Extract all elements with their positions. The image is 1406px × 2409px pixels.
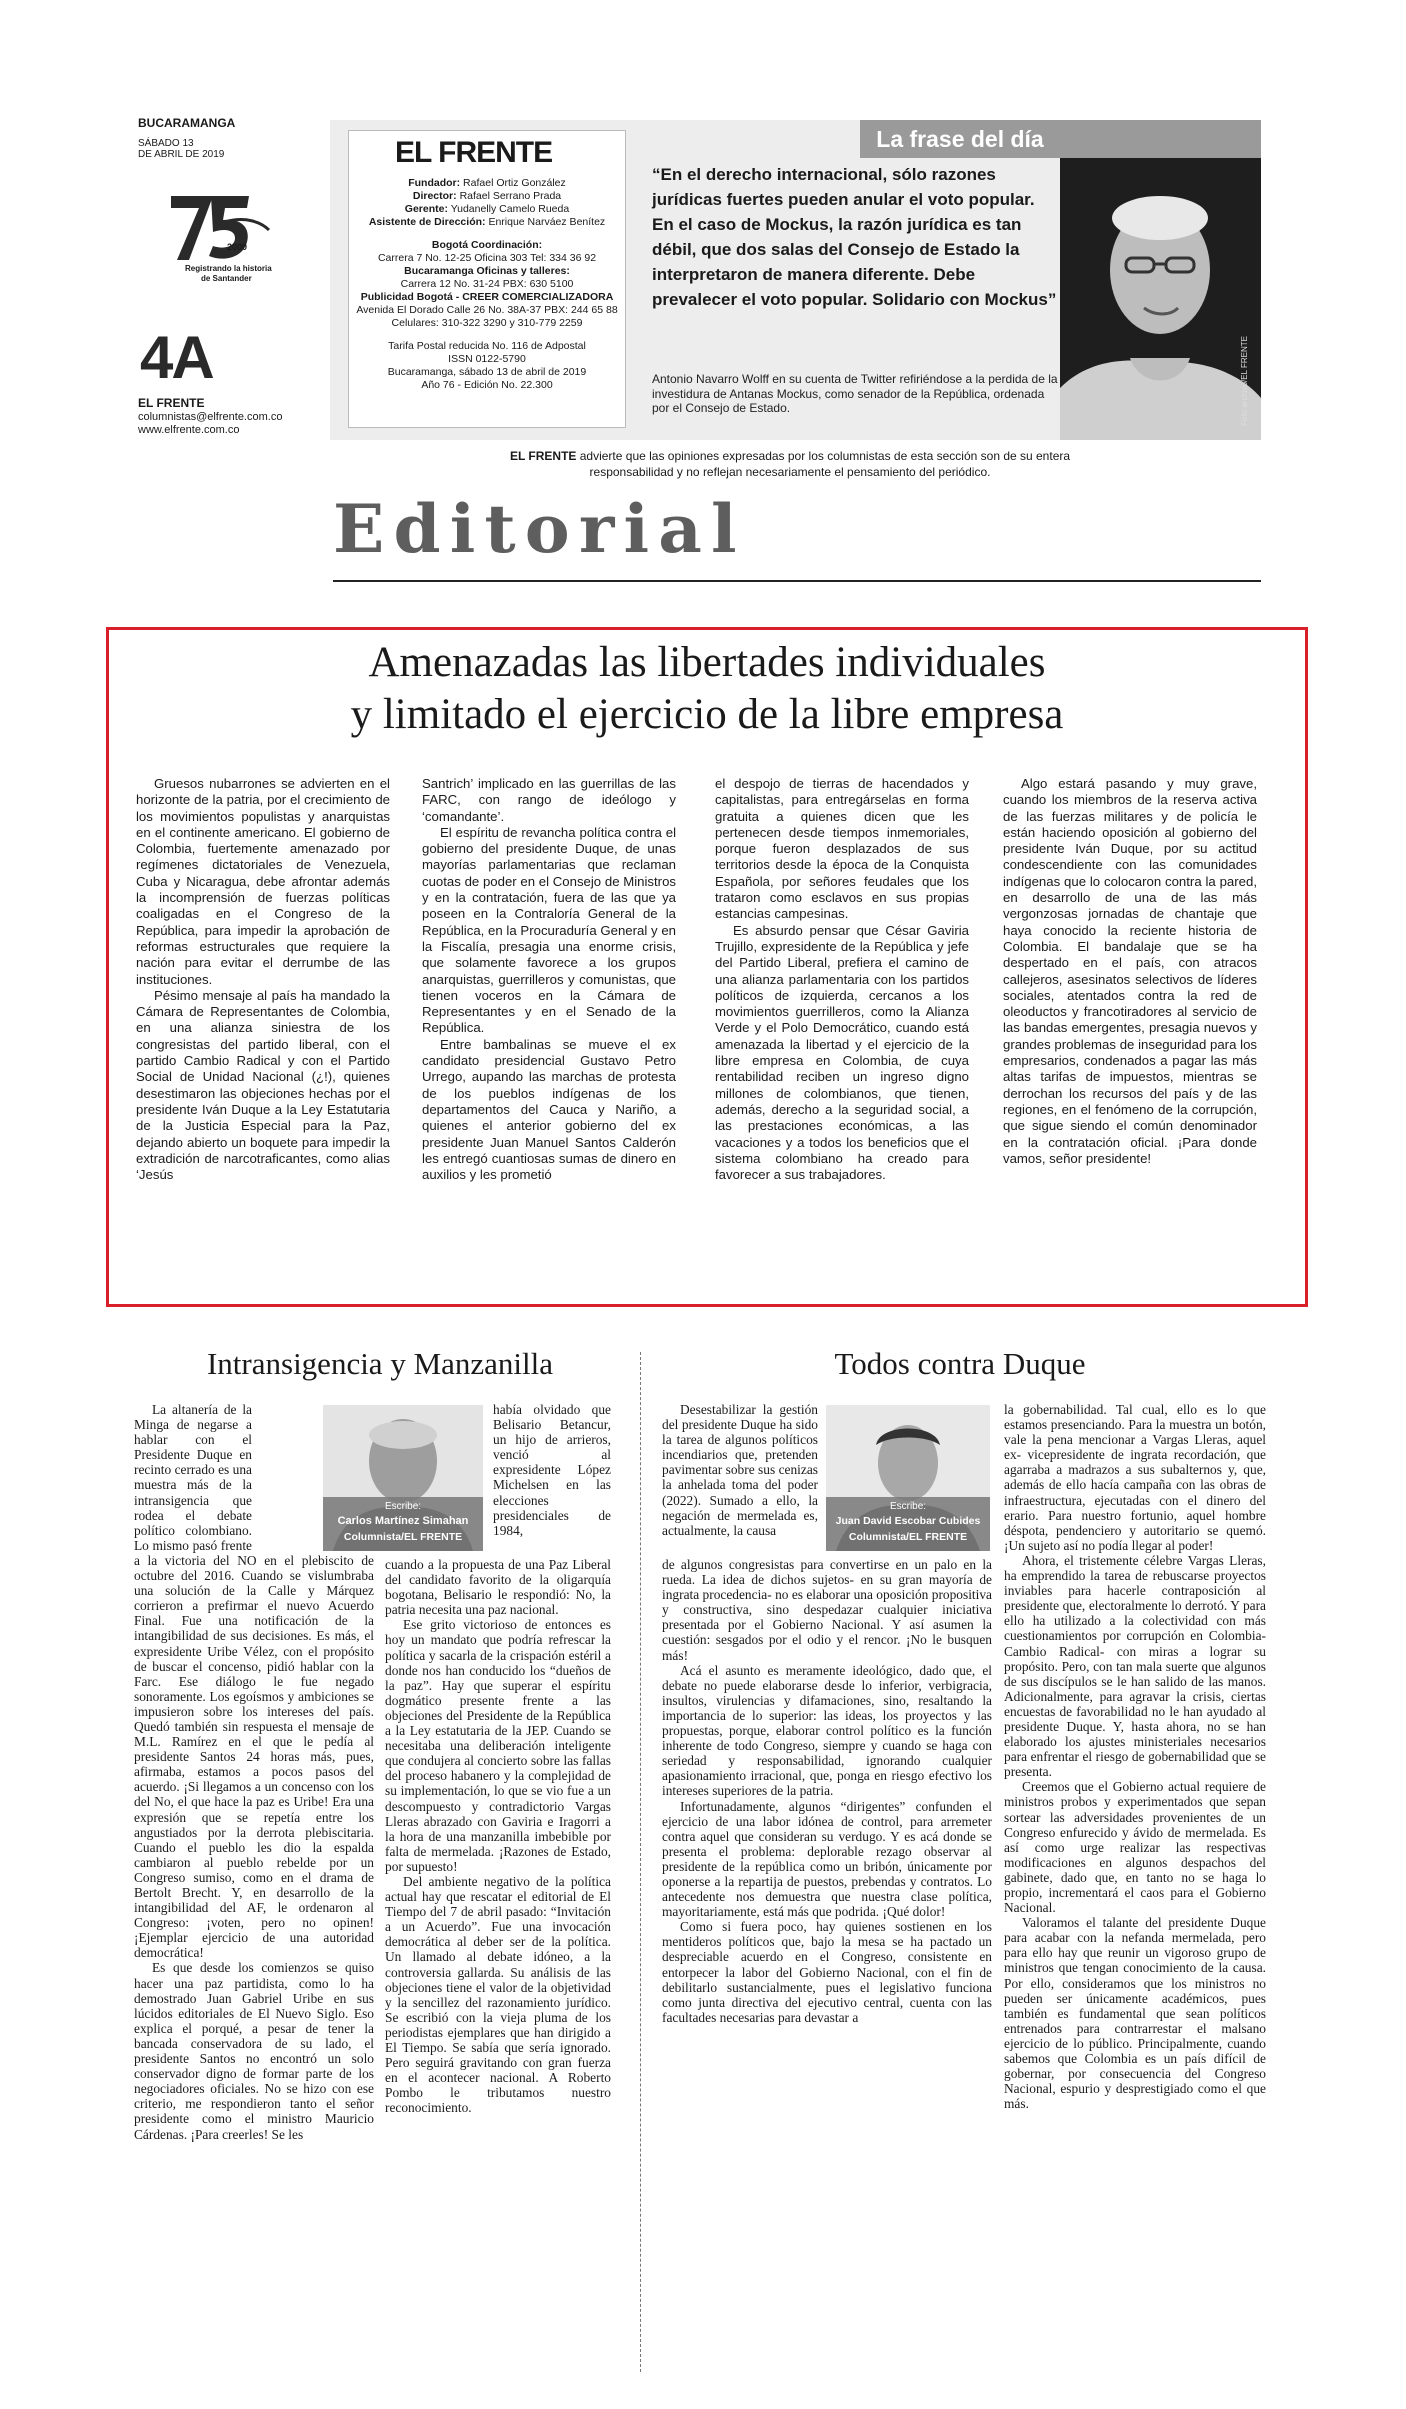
staff-director: Director: Rafael Serrano Prada <box>412 190 562 202</box>
staff-box <box>348 130 626 428</box>
editorial-paragraph: El espíritu de revancha política contra el gobierno del presidente Duque, de unas mayorías parlamentarias que reclaman cuotas de poder en el Consejo de Ministros y en la contratación, fuera de las que ya poseen en la Contraloría General de la República, en la Procuraduría General y en la Fiscalía, presagia una enorme crisis, que solamente favorece a los grupos anarquistas, guerrilleros y comunistas, que tienen voceros en la Cámara de Representantes y en el Senado de la República. <box>422 824 676 1036</box>
editorial-paragraph: Gruesos nubarrones se advierten en el horizonte de la patria, por el crecimiento de los movimientos populistas y anarquistas en el continente americano. El gobierno de Colombia, fuertemente amenazado por regímenes dictatoriales de Venezuela, Cuba y Nicaragua, debe afrontar además la incomprensión de fuerzas políticas coaligadas en el Congreso de la República, para impedir la aprobación de reformas estructurales que requiere la nación para evitar el derrumbe de las instituciones. <box>136 776 390 987</box>
opinion-paragraph: Infortunadamente, algunos “dirigentes” confunden el ejercicio de una labor idónea de control, para arremeter contra aquel que consideran su verdugo. Y es acá donde se presenta el problema: deplorable rezago observar al presidente de la república como un bribón, únicamente por oponerse a la repartija de puestos, prebendas y contratos. Lo antecedente nos demuestra que nuestra clase política, mayoritariamente, está más que podrida. ¡Qué dolor! <box>662 1798 992 1920</box>
postal-rate: Tarifa Postal reducida No. 116 de Adpostal <box>388 340 586 352</box>
city-label: BUCARAMANGA <box>138 116 236 130</box>
opinion-paragraph: había olvidado que Belisario Betancur, un hijo de arrieros, venció al expresidente López Michelsen en las elecciones presidenciales de 1984, <box>493 1402 611 1538</box>
anniversary-logo <box>165 186 275 296</box>
logo-75-icon <box>165 186 275 266</box>
opinion-paragraph: de algunos congresistas para convertirse en un palo en la rueda. La idea de dichos sujetos- en su gran mayoría de ingrata procedencia- no es elaborar una oposición propositiva y constructiva, sino despedazar cualquier iniciativa presentada por el Gobierno Nacional. Y así asumen la cuestión: sesgados por el odio y el rencor. ¡No le busquen más! <box>662 1557 992 1663</box>
right-byline-role: Columnista/EL FRENTE <box>848 1531 968 1543</box>
ads-title: Publicidad Bogotá - CREER COMERCIALIZADORA <box>360 291 614 303</box>
staff-manager: Gerente: Yudanelly Camelo Rueda <box>404 203 570 215</box>
disclaimer-text: advierte que las opiniones expresadas por los columnistas de esta sección son de su entera responsabilidad y no reflejan necesariamente el pensamiento del periódico. <box>576 449 1071 479</box>
offices-address: Carrera 12 No. 31-24 PBX: 630 5100 <box>400 278 574 290</box>
editorial-col-4 <box>1003 776 1257 1167</box>
right-col-1 <box>662 1557 992 2025</box>
opinion-paragraph: Creemos que el Gobierno actual requiere de ministros probos y experimentados que sepan sortear las adversidades provenientes de un Congreso enfurecido y ávido de mermelada. Es así como urge realizar las respectivas modificaciones en algunos despachos del gabinete, dado que, en tanto no se haga lo propio, incrementará el caos para el Gobierno Nacional. <box>1004 1779 1266 1916</box>
staff-title: EL FRENTE <box>395 136 553 169</box>
quote-attribution: Antonio Navarro Wolff en su cuenta de Twitter refiriéndose a la perdida de la investidura de Antanas Mockus, como senador de la República, ordenada por el Consejo de Estado. <box>652 372 1058 415</box>
section-title: Editorial <box>333 490 746 568</box>
left-float-spacer <box>252 1402 374 1550</box>
masthead-website: www.elfrente.com.co <box>138 424 240 436</box>
opinion-paragraph: Como si fuera poco, hay quienes sostienen en los mentideros políticos que, bajo la mesa se ha pactado un despreciable acuerdo en el Congreso, consistente en entorpecer la labor del Gobierno Nacional, con el fin de debilitarlo sustancialmente, pues el legislativo funciona como junta directiva del ejecutivo central, cuenta con las facultades necesarias para devastar a <box>662 1919 992 2025</box>
issn: ISSN 0122-5790 <box>448 353 526 365</box>
left-col-2 <box>385 1557 611 2115</box>
opinion-paragraph: la gobernabilidad. Tal cual, ello es lo que estamos presenciando. Para la muestra un botón, vale la pena mencionar a Vargas Lleras, aquel ex- vicepresidente de ingrata recordación, que agarraba a madrazos a sus subalternos y, que, además de ello hacía campaña con las obras de infraestructura, ejecutadas con el dinero del erario. Para nuestro fortunio, aquel hombre déspota, pendenciero y autoritario se quemó. ¡Un sujeto así no podía llegar al poder! <box>1004 1402 1266 1553</box>
right-column-title: Todos contra Duque <box>834 1346 1086 1381</box>
editorial-col-1 <box>136 776 390 1183</box>
editorial-paragraph: Pésimo mensaje al país ha mandado la Cámara de Representantes de Colombia, en una alianza siniestra de los congresistas del partido liberal, con el partido Cambio Radical y con el Partido Social de Unidad Nacional (¿!), quienes desestimaron las objeciones hechas por el presidente Iván Duque a la Ley Estatutaria de la Justicia Especial para la Paz, dejando abierto un boquete para impedir la extradición de narcotraficantes, como alias ‘Jesús <box>136 987 390 1183</box>
offices-title: Bucaramanga Oficinas y talleres: <box>404 265 570 277</box>
opinion-paragraph: Acá el asunto es meramente ideológico, dado que, el debate no puede elaborarse desde lo inferior, verbigracia, insultos, virulencias y difamaciones, sino, resaltando la importancia de lo superior: las ideas, los proyectos y las propuestas, porque, elaborar control político es la función inherente de todo Congreso, siempre y cuando se haga con seriedad y responsabilidad, ignorando cualquier apasionamiento irracional, que, ponga en riesgo efectivo los intereses superiores de la patria. <box>662 1662 992 1799</box>
cellphones: Celulares: 310-322 3290 y 310-779 2259 <box>391 317 583 329</box>
opinion-paragraph: Del ambiente negativo de la política actual hay que rescatar el editorial de El Tiempo del 7 de abril pasado: “Invitación a un Acuerdo”. Fue una invocación democrática al deber ser de la política. Un llamado al debate idóneo, a la controversia gallarda. Su análisis de las objeciones tiene el valor de la objetividad y la sencillez del razonamiento jurídico. Se escribió con la vieja pluma de los periodistas ejemplares que han dirigido a El Tiempo. Se sabía que sería ignorado. Pero seguirá gravitando con gran fuerza en el acontecer nacional. A Roberto Pombo le tributamos nuestro reconocimiento. <box>385 1873 611 2116</box>
left-col-2-narrow <box>493 1402 611 1538</box>
left-byline-label: Escribe: <box>384 1501 422 1512</box>
staff-founder: Fundador: Rafael Ortiz González <box>408 177 566 189</box>
editorial-col-3 <box>715 776 969 1183</box>
editorial-headline-line-2: y limitado el ejercicio de la libre empresa <box>350 691 1064 738</box>
editorial-headline <box>106 637 1308 741</box>
coord-title: Bogotá Coordinación: <box>431 239 543 251</box>
quote-text: “En el derecho internacional, sólo razones jurídicas fuertes pueden anular el voto popular. En el caso de Mockus, la razón jurídica es tan débil, que dos salas del Consejo de Estado la interpretaron de manera diferente. Debe prevalecer el voto popular. Solidario con Mockus” <box>652 165 1057 309</box>
opinion-paragraph: La altanería de la Minga de negarse a hablar con el Presidente Duque en recinto cerrado es una muestra más de la intransigencia que rodea el debate político colombiano. Lo mismo pasó frente a la victoria del NO en el plebiscito de octubre del 2016. Cuando se vislumbraba una solución de la Calle y Márquez corrieron a prefirmar el nuevo Acuerdo Final. Fue una notificación de la intangibilidad de sus decisiones. Es más, el expresidente Uribe Vélez, con el propósito de buscar el concenso, pidió hablar con la Farc. Ese diálogo le fue negado sonoramente. Los egoísmos y ambiciones se impusieron sobre los intereses del país. Quedó también sin respuesta el mensaje de M.L. Ramírez en el que le pedía al presidente Santos 24 horas más, pues, afirmaba, estamos a pocos pasos del acuerdo. ¡Si llegamos a un concenso con los del No, el que hace la paz es Uribe! Era una expresión que se repetía entre los angustiados por la derrota plebiscitaria. Cuando el pueblo les dio la espalda cambiaron al pueblo rebelde por un Congreso sumiso, como en el drama de Bertolt Brecht. Y, en desarrollo de la intangibilidad del AF, le ordenaron al Congreso: ¡voten, pero no opinen! ¡Ejemplar ejercicio de una autoridad democrática! <box>134 1402 374 1961</box>
editorial-paragraph: Algo estará pasando y muy grave, cuando los miembros de la reserva activa de las fuerzas militares y de policía le están haciendo oposición al gobierno del presidente Iván Duque, por su actitud condescendiente con las comunidades indígenas que lo colocaron contra la pared, en desarrollo de una de las más vergonzosas jornadas de chantaje que haya conocido la reciente historia de Colombia. El bandalaje que se ha despertado en el país, con atracos callejeros, asesinatos selectivos de líderes sociales, atentados contra la red de oleoductos y francotiradores al servicio de las bandas emergentes, presagia nuevos y grandes problemas de inseguridad para los empresarios, condenados a pagar las más altas tarifas de impuestos, mientras se derrochan los recursos del país y de las regiones, en el fenómeno de la corrupción, que sigue siendo el común denominador en la contratación oficial. ¡Para donde vamos, señor presidente! <box>1003 776 1257 1166</box>
quote-header-bar <box>1060 120 1261 158</box>
ads-address: Avenida El Dorado Calle 26 No. 38A-37 PBX: 244 65 88 <box>356 304 618 316</box>
left-byline-author: Carlos Martínez Simahan <box>337 1515 469 1527</box>
left-col-1 <box>134 1402 374 2142</box>
masthead-email: columnistas@elfrente.com.co <box>138 411 283 423</box>
opinion-paragraph: Desestabilizar la gestión del presidente Duque ha sido la tarea de algunos políticos incendiarios que, pretenden pavimentar sobre sus cenizas la anhelada toma del poder (2022). Sumado a ello, la negación de mermelada es, actualmente, la causa <box>662 1402 818 1538</box>
opinion-divider <box>640 1352 641 2372</box>
left-byline-role: Columnista/EL FRENTE <box>343 1531 463 1543</box>
editorial-col-2 <box>422 776 676 1183</box>
date-line-1: SÁBADO 13 <box>138 138 194 149</box>
disclaimer-brand: EL FRENTE <box>509 449 577 463</box>
portrait-icon <box>1060 158 1261 440</box>
left-column-title: Intransigencia y Manzanilla <box>206 1346 554 1381</box>
coord-address: Carrera 7 No. 12-25 Oficina 303 Tel: 334 36 92 <box>377 252 597 264</box>
right-col-1-narrow <box>662 1402 818 1538</box>
date-line-2: DE ABRIL DE 2019 <box>138 149 225 160</box>
editorial-paragraph: Entre bambalinas se mueve el ex candidato presidencial Gustavo Petro Urrego, aupando las marchas de protesta de los pueblos indígenas de los departamentos del Cauca y Nariño, a quienes el anterior gobierno del ex presidente Juan Manuel Santos Calderón les entregó cuantiosas sumas de dinero en auxilios y les prometió <box>422 1036 676 1183</box>
right-col-2 <box>1004 1402 1266 2111</box>
editorial-paragraph: Es absurdo pensar que César Gaviria Trujillo, expresidente de la República y jefe del Partido Liberal, prefiera el camino de una alianza parlamentaria con los partidos políticos de izquierda, cercanos a los movimientos guerrilleros, como la Alianza Verde y el Polo Democrático, cuando está amenazada la libertad y el ejercicio de la libre empresa en Colombia, de cuya rentabilidad reciben un ingreso digno millones de colombianos, que tienen, además, derecho a la seguridad social, a las prestaciones económicas, a las vacaciones y a todos los beneficios que el sistema colombiano ha creado para favorecer a sus trabajadores. <box>715 922 969 1183</box>
quote-header: La frase del día <box>860 120 1060 158</box>
quote-photo <box>1060 158 1261 440</box>
opinion-paragraph: cuando a la propuesta de una Paz Liberal del candidato favorito de la oligarquía bogotana, Belisario le respondió: No, la patria necesita una paz nacional. <box>385 1557 611 1618</box>
editorial-paragraph: Santrich’ implicado en las guerrillas de las FARC, con rango de ideólogo y ‘comandante’. <box>422 776 676 824</box>
logo-slogan-2: de Santander <box>201 274 252 283</box>
opinion-paragraph: Es que desde los comienzos se quiso hacer una paz partidista, como lo ha demostrado Juan Gabriel Uribe en sus lúcidos editoriales de El Nuevo Siglo. Eso explica el porqué, a pesar de tener la bancada conservadora de su lado, el presidente Santos no encontró un solo conservador digno de formar parte de los negociadores oficiales. No se hizo con ese criterio, me respondieron tanto el señor presidente como el ministro Mauricio Cárdenas. ¡Para creerles! Se les <box>134 1960 374 2142</box>
right-byline-author: Juan David Escobar Cubides <box>835 1515 981 1527</box>
masthead-left <box>138 116 318 160</box>
editorial-headline-line-1: Amenazadas las libertades individuales <box>368 639 1046 686</box>
opinion-paragraph: Ahora, el tristemente célebre Vargas Lleras, ha emprendido la tarea de rebuscarse proyectos inviables para hacerle contraposición al presidente que, electoralmente lo derrotó. Y para ello ha utilizado a la colectividad con más cuestionamientos por corrupción en Colombia- Cambio Radical- con miras a lograr su propósito. Pero, con tan mala suerte que algunos de sus discípulos se le han salido de las manos. Adicionalmente, para agravar la crisis, ciertas encuestas de favorabilidad no le han ayudado al presidente Duque. Y, hasta ahora, no se han elaborado los ajustes ministeriales necesarios para enfrentar el riesgo de gobernabilidad que se presenta. <box>1004 1552 1266 1780</box>
staff-assistant: Asistente de Dirección: Enrique Narváez Benítez <box>368 216 606 228</box>
opinion-paragraph: Ese grito victorioso de entonces es hoy un mandato que podría refrescar la política y sacarla de la crispación estéril a donde nos han conducido los “dueños de la paz”. Hay que superar el espíritu dogmático presente frente a las objeciones del Presidente de la República a la Ley estatutaria de la JEP. Cuando se necesitaba una deliberación inteligente que condujera al concierto sobre las fallas del proceso habanero y la complejidad de su implementación, lo que se vio fue a un descompuesto y contradictorio Vargas Lleras abrazado con Gaviria e Iragorri a la hora de una manzanilla imbebible por falta de mermelada. ¡Razones de Estado, por supuesto! <box>385 1617 611 1874</box>
edition-date: Bucaramanga, sábado 13 de abril de 2019 <box>387 366 587 378</box>
disclaimer <box>470 448 1110 480</box>
section-rule <box>333 580 1261 582</box>
page-number: 4A <box>140 324 213 391</box>
logo-years: 2000 <box>227 242 248 252</box>
edition-number: Año 76 - Edición No. 22.300 <box>421 379 553 391</box>
right-author-photo <box>826 1405 990 1551</box>
opinion-paragraph: Valoramos el talante del presidente Duque para acabar con la nefanda mermelada, pero para ello hay que reunir un vigoroso grupo de ministros que tengan conocimiento de la causa. Por ello, consideramos que los ministros no pueden ser únicamente académicos, pues también es fundamental que sean políticos entrenados para contrarrestar el malsano ejercicio de lo público. Principalmente, cuando sabemos que Colombia es un país difícil de gobernar, por consecuencia del Congreso Nacional, espurio y desprestigiado como el que más. <box>1004 1915 1266 2112</box>
right-byline-label: Escribe: <box>889 1501 927 1512</box>
left-col-1-intro-wrap <box>134 1402 374 1960</box>
logo-slogan-1: Registrando la historia <box>185 264 272 273</box>
editorial-paragraph: el despojo de tierras de hacendados y capitalistas, para entregárselas en forma gratuita a quienes dicen que les pertenecen desde tiempos inmemoriales, porque fueron desplazados de sus territorios desde la época de la Conquista Española, por señores feudales que los trataron como esclavos en sus propias estancias campesinas. <box>715 776 969 922</box>
photo-credit: Foto archivo/EL FRENTE <box>1240 336 1249 426</box>
masthead-paper-name: EL FRENTE <box>138 396 205 410</box>
